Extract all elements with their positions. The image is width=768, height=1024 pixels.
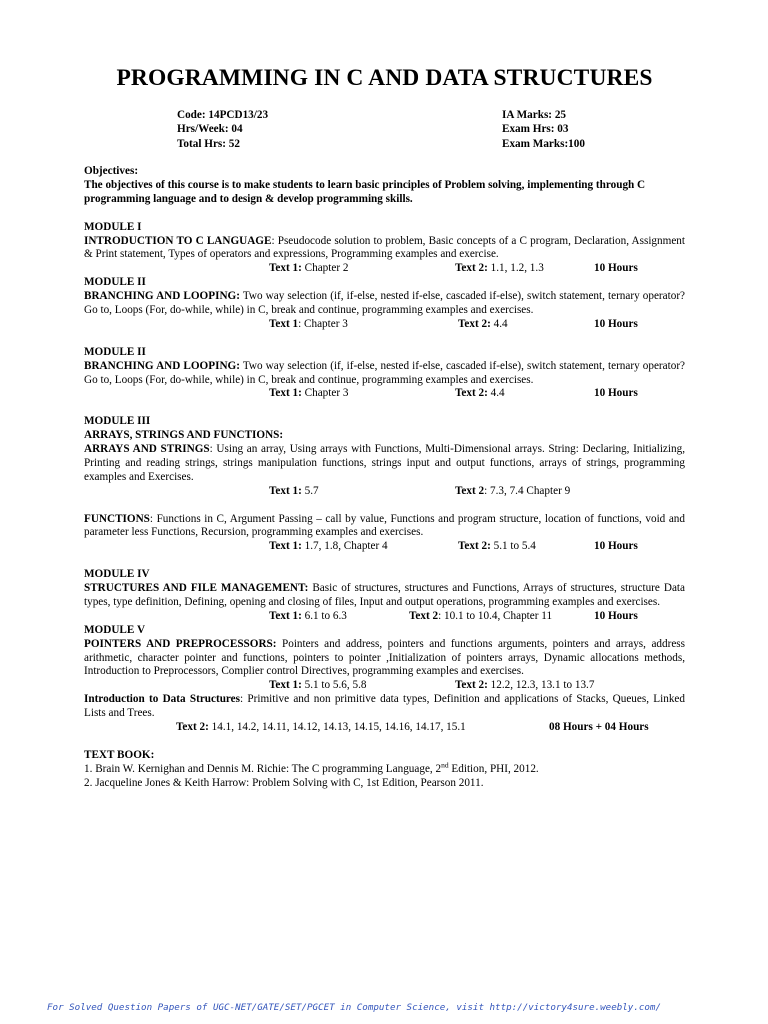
text-reference-line: Text 1: 1.7, 1.8, Chapter 4 Text 2: 5.1 to 5.4 10 Hours bbox=[269, 540, 638, 553]
text-reference-line: Text 2: 14.1, 14.2, 14.11, 14.12, 14.13, 14.15, 14.16, 14.17, 15.1 08 Hours + 04 Hours bbox=[176, 721, 649, 734]
module-topic: BRANCHING AND LOOPING: bbox=[84, 359, 240, 372]
module-hours: 10 Hours bbox=[594, 317, 638, 330]
module-hours: 10 Hours bbox=[594, 609, 638, 622]
textbook-item: 1. Brain W. Kernighan and Dennis M. Richie: The C programming Language, 2nd Edition, PHI, 2012. bbox=[84, 760, 539, 775]
text-reference-line: Text 1: Chapter 3 Text 2: 4.4 10 Hours bbox=[269, 387, 638, 400]
module-hours: 10 Hours bbox=[594, 387, 638, 400]
syllabus-body bbox=[84, 165, 685, 791]
exam-marks: Exam Marks:100 bbox=[502, 137, 585, 150]
exam-hours: Exam Hrs: 03 bbox=[502, 123, 569, 136]
module-description: BRANCHING AND LOOPING: Two way selection (if, if-else, nested if-else, cascaded if-else), switch statement, ternary operator? Go to, Loops (For, do-while, while) in C, break and continue, programming examples and exercises. bbox=[84, 290, 686, 317]
hours-per-week: Hrs/Week: 04 bbox=[177, 123, 243, 136]
text-reference-line: Text 1: Chapter 2 Text 2: 1.1, 1.2, 1.3 10 Hours bbox=[269, 262, 638, 275]
module-description: BRANCHING AND LOOPING: Two way selection (if, if-else, nested if-else, cascaded if-else), switch statement, ternary operator? Go to, Loops (For, do-while, while) in C, break and continue, programming examples and exercises. bbox=[84, 359, 686, 386]
module-topic: ARRAYS AND STRINGS bbox=[84, 443, 210, 456]
module-topic: INTRODUCTION TO C LANGUAGE bbox=[84, 234, 272, 247]
module-heading: MODULE I bbox=[84, 220, 142, 233]
course-code: Code: 14PCD13/23 bbox=[177, 109, 269, 121]
module-heading: MODULE V bbox=[84, 623, 146, 636]
text-reference-line: Text 1: 5.7 Text 2: 7.3, 7.4 Chapter 9 bbox=[269, 484, 571, 497]
module-description: INTRODUCTION TO C LANGUAGE: Pseudocode solution to problem, Basic concepts of a C program, Declaration, Assignment & Print statement, Types of operators and expressions, Programming examples and exercise. bbox=[84, 234, 685, 261]
page-title: PROGRAMMING IN C AND DATA STRUCTURES bbox=[116, 65, 653, 91]
text-reference-line: Text 1: Chapter 3 Text 2: 4.4 10 Hours bbox=[269, 317, 638, 330]
module-topic: Introduction to Data Structures bbox=[84, 693, 241, 706]
textbook-heading: TEXT BOOK: bbox=[84, 748, 155, 761]
module-topic: STRUCTURES AND FILE MANAGEMENT: bbox=[84, 582, 309, 595]
module-hours: 08 Hours + 04 Hours bbox=[549, 721, 649, 734]
module-description: ARRAYS AND STRINGS: Using an array, Using arrays with Functions, Multi-Dimensional arrays. String: Declaring, Initializing, Printing and reading strings, strings manipulation functions, strings input and output functions, arrays of strings, programming examples and Exercises. bbox=[84, 443, 685, 483]
text-reference-line: Text 1: 6.1 to 6.3 Text 2: 10.1 to 10.4, Chapter 11 10 Hours bbox=[269, 609, 638, 622]
module-heading: MODULE III bbox=[84, 415, 151, 428]
textbook-item: 2. Jacqueline Jones & Keith Harrow: Problem Solving with C, 1st Edition, Pearson 2011. bbox=[84, 776, 484, 789]
module-subheading: ARRAYS, STRINGS AND FUNCTIONS: bbox=[84, 429, 284, 442]
module-heading: MODULE II bbox=[84, 345, 146, 358]
module-description: FUNCTIONS: Functions in C, Argument Passing – call by value, Functions and program structure, location of functions, void and parameter less Functions, Recursion, programming examples and exercises. bbox=[84, 512, 685, 539]
text-reference-line: Text 1: 5.1 to 5.6, 5.8 Text 2: 12.2, 12.3, 13.1 to 13.7 bbox=[269, 679, 595, 692]
module-description: Introduction to Data Structures: Primitive and non primitive data types, Definition and applications of Stacks, Queues, Linked Lists and Trees. bbox=[84, 693, 685, 720]
module-heading: MODULE IV bbox=[84, 568, 150, 581]
module-topic: BRANCHING AND LOOPING: bbox=[84, 290, 240, 303]
total-hours: Total Hrs: 52 bbox=[177, 137, 240, 150]
course-meta-right bbox=[502, 108, 585, 151]
footer-link-text: For Solved Question Papers of UGC-NET/GATE/SET/PGCET in Computer Science, visit http://victory4sure.weebly.com/ bbox=[47, 1002, 661, 1013]
module-hours: 10 Hours bbox=[594, 540, 638, 553]
ia-marks: IA Marks: 25 bbox=[502, 109, 567, 121]
module-hours: 10 Hours bbox=[594, 262, 638, 275]
module-topic: FUNCTIONS bbox=[84, 512, 150, 525]
module-description: POINTERS AND PREPROCESSORS: Pointers and address, pointers and functions arguments, pointers and arrays, address arithmetic, character pointer and functions, pointers to pointer ,Initialization of pointers arrays, Dynamic allocations methods, Introduction to Preprocessors, Complier control Directives, programming examples and exercises. bbox=[84, 637, 685, 678]
module-topic: POINTERS AND PREPROCESSORS: bbox=[84, 637, 277, 650]
module-heading: MODULE II bbox=[84, 276, 146, 289]
course-meta-left bbox=[177, 108, 268, 151]
objectives-heading: Objectives: bbox=[84, 165, 139, 177]
module-description: STRUCTURES AND FILE MANAGEMENT: Basic of structures, structures and Functions, Arrays of structures, structure Data types, type definition, Defining, opening and closing of files, Input and output operations, programming examples and exercises. bbox=[84, 582, 685, 608]
objectives-text: The objectives of this course is to make students to learn basic principles of Problem solving, implementing through C programming language and to design & develop programming skills. bbox=[84, 178, 646, 205]
